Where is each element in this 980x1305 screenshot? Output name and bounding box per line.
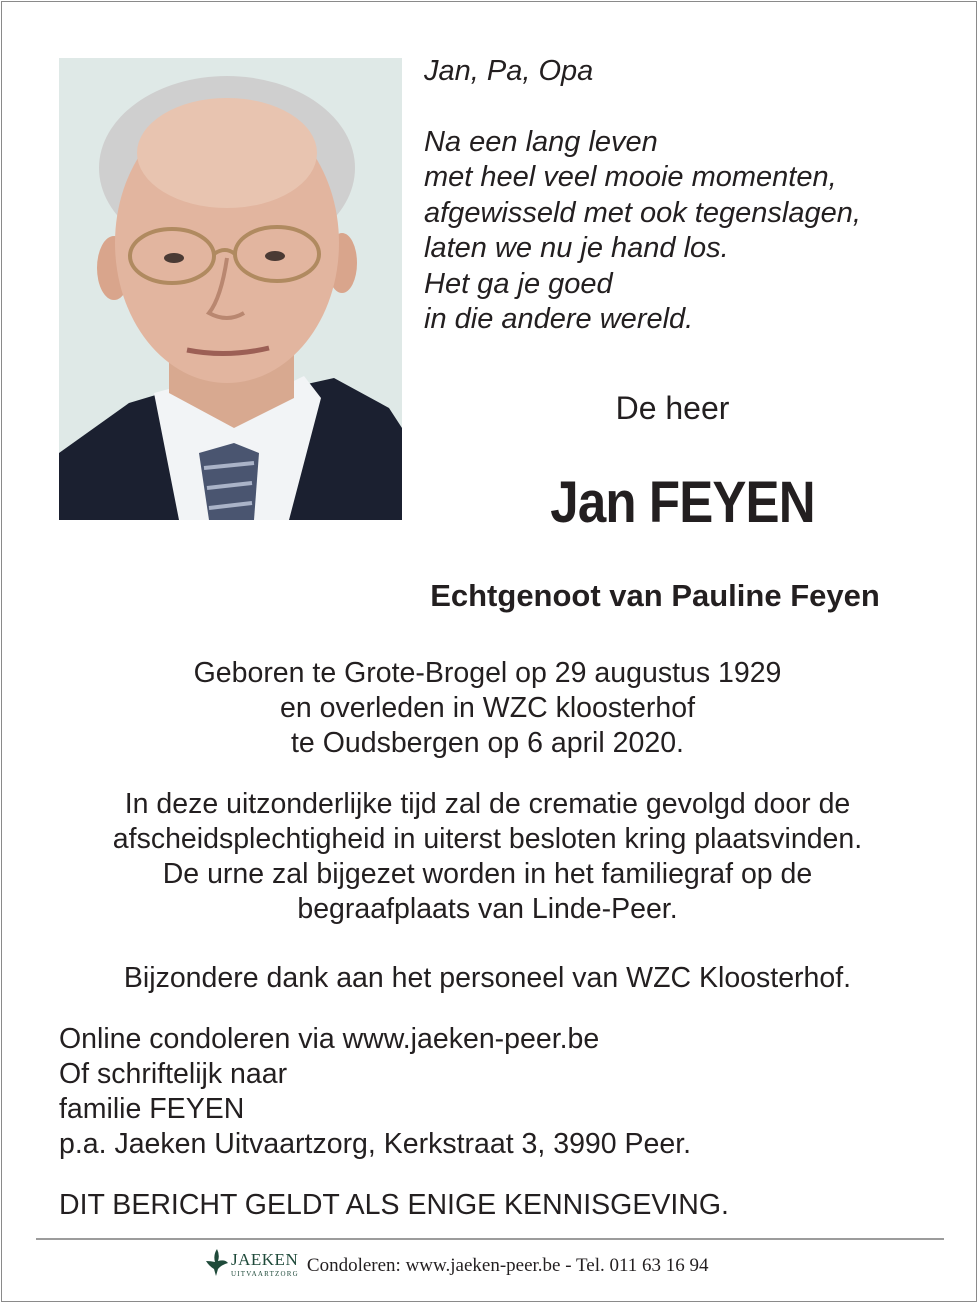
poem-line: in die andere wereld. [424,303,694,335]
portrait-photo [59,58,402,520]
poem-line: Het ga je goed [424,267,613,300]
poem [424,54,944,338]
footer-contact: Condoleren: www.jaeken-peer.be - Tel. 011 63 16 94 [306,1255,709,1276]
jaeken-logo [205,1247,299,1282]
contact-line: Of schriftelijk naar [59,1058,288,1090]
spouse-line: Echtgenoot van Pauline Feyen [430,578,880,613]
logo-name: JAEKEN [231,1249,299,1269]
ceremony-line: begraafplaats van Linde-Peer. [297,893,678,925]
birth-death-block [40,656,935,761]
poem-line: laten we nu je hand los. [424,232,729,264]
logo-subtitle: UITVAARTZORG [231,1269,299,1278]
dove-icon [205,1247,229,1282]
poem-line: afgewisseld met ook tegenslagen, [424,196,861,229]
thanks-line: Bijzondere dank aan het personeel van WZC Kloosterhof. [123,962,852,994]
poem-line: Na een lang leven [424,125,658,158]
footer-divider [36,1238,944,1240]
birth-death-line: Geboren te Grote-Brogel op 29 augustus 1929 [193,657,782,689]
honorific: De heer [615,390,730,426]
contact-block [59,1022,939,1162]
deceased-name: Jan FEYEN [550,470,815,535]
ceremony-block [40,787,935,927]
contact-line: p.a. Jaeken Uitvaartzorg, Kerkstraat 3, 3990 Peer. [59,1128,692,1160]
contact-line: familie FEYEN [59,1093,245,1125]
ceremony-line: afscheidsplechtigheid in uiterst besloten kring plaatsvinden. [112,823,863,855]
notice-line: DIT BERICHT GELDT ALS ENIGE KENNISGEVING. [59,1189,729,1221]
ceremony-line: In deze uitzonderlijke tijd zal de crematie gevolgd door de [124,788,851,820]
birth-death-line: te Oudsbergen op 6 april 2020. [291,727,684,759]
birth-death-line: en overleden in WZC kloosterhof [279,692,696,724]
footer [205,1245,709,1283]
poem-line: met heel veel mooie momenten, [424,161,837,193]
contact-line: Online condoleren via www.jaeken-peer.be [59,1023,600,1055]
ceremony-line: De urne zal bijgezet worden in het familiegraf op de [162,858,813,890]
poem-salutation: Jan, Pa, Opa [424,55,594,87]
